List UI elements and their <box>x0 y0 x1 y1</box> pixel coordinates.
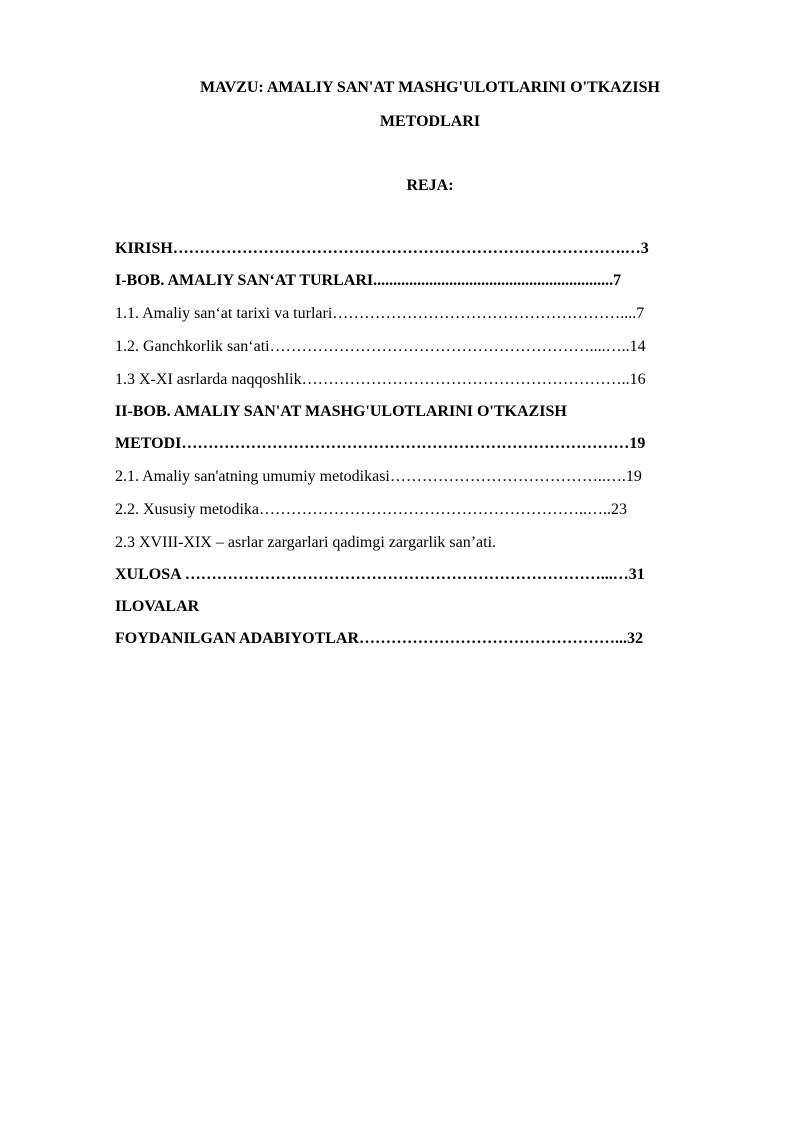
toc-entry-1-3: 1.3 X-XI asrlarda naqqoshlik……………………………………………………..16 <box>115 371 646 388</box>
toc-entry-2-1: 2.1. Amaliy san'atning umumiy metodikasi…………………………………..….19 <box>115 468 642 485</box>
toc-entry-ilovalar: ILOVALAR <box>115 598 200 615</box>
toc-entry-1-1: 1.1. Amaliy san‘at tarixi va turlari………………………………………………....7 <box>115 305 645 322</box>
document-title-line-2: METODLARI <box>379 113 481 130</box>
toc-entry-kirish: KIRISH………………………………………………………………………….…3 <box>115 240 649 257</box>
plan-heading: REJA: <box>406 177 454 194</box>
toc-entry-1-2: 1.2. Ganchkorlik san‘ati……………………………………………………....…..14 <box>115 338 646 355</box>
toc-entry-adabiyotlar: FOYDANILGAN ADABIYOTLAR…………………………………………...32 <box>115 630 644 647</box>
toc-entry-xulosa: XULOSA ……………………………………………………………………...…31 <box>115 566 645 583</box>
toc-entry-chapter-2-line-2: METODI…………………………………………………………………………19 <box>115 435 646 452</box>
toc-entry-2-2: 2.2. Xususiy metodika……………………………………………………..…..23 <box>115 501 627 518</box>
document-title-line-1: MAVZU: AMALIY SAN'AT MASHG'ULOTLARINI O'TKAZISH <box>200 79 660 96</box>
toc-entry-chapter-2-line-1: II-BOB. AMALIY SAN'AT MASHG'ULOTLARINI O'TKAZISH <box>115 403 567 420</box>
toc-entry-chapter-1: I-BOB. AMALIY SAN‘AT TURLARI............................................................7 <box>115 272 622 289</box>
toc-entry-2-3: 2.3 XVIII-XIX – asrlar zargarlari qadimgi zargarlik san’ati. <box>115 534 497 551</box>
